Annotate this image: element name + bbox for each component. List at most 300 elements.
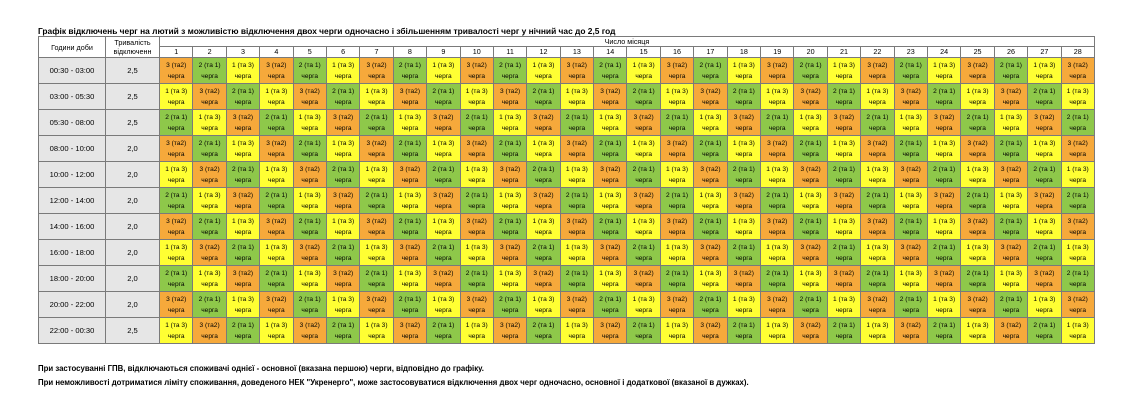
queue-label: 1 (та 3): [532, 217, 555, 225]
queue-cell: [326, 110, 359, 136]
queue-cell: [727, 292, 760, 318]
queue-label: 1 (та 3): [1033, 217, 1056, 225]
queue-label: 2 (та 1): [198, 295, 221, 303]
queue-label: 3 (та2): [333, 191, 354, 199]
queue-suffix: черга: [568, 72, 586, 80]
queue-label: 2 (та 1): [866, 113, 889, 121]
queue-cell: [660, 162, 693, 188]
queue-label: 2 (та 1): [1066, 269, 1089, 277]
time-slot: 03:00 - 05:30: [39, 84, 106, 110]
queue-cell: [393, 214, 426, 240]
queue-cell: [894, 58, 927, 84]
queue-suffix: черга: [501, 176, 519, 184]
day-header: 5: [293, 47, 326, 58]
queue-cell: [861, 188, 894, 214]
queue-cell: [694, 214, 727, 240]
queue-suffix: черга: [735, 98, 753, 106]
queue-suffix: черга: [702, 254, 719, 262]
schedule-row: [39, 292, 1095, 318]
queue-label: 3 (та2): [232, 269, 254, 277]
queue-suffix: черга: [301, 202, 319, 210]
queue-suffix: черга: [969, 72, 986, 80]
queue-suffix: черга: [869, 150, 886, 158]
queue-cell: [1061, 84, 1094, 110]
queue-label: 2 (та 1): [432, 87, 455, 95]
queue-suffix: черга: [334, 202, 352, 210]
queue-suffix: черга: [668, 332, 686, 340]
queue-suffix: черга: [702, 150, 719, 158]
queue-cell: [193, 188, 226, 214]
queue-suffix: черга: [201, 124, 218, 132]
queue-suffix: черга: [1002, 228, 1020, 236]
queue-label: 2 (та 1): [532, 321, 555, 329]
queue-label: 2 (та 1): [231, 87, 254, 95]
queue-label: 2 (та 1): [1033, 87, 1056, 95]
queue-label: 1 (та 3): [398, 191, 421, 199]
queue-cell: [827, 58, 860, 84]
queue-cell: [961, 188, 994, 214]
queue-suffix: черга: [802, 72, 819, 80]
queue-suffix: черга: [735, 124, 753, 132]
queue-suffix: черга: [969, 306, 986, 314]
queue-label: 2 (та 1): [332, 87, 355, 95]
queue-cell: [827, 84, 860, 110]
queue-cell: [927, 240, 960, 266]
queue-cell: [427, 240, 460, 266]
queue-suffix: черга: [334, 254, 352, 262]
queue-cell: [226, 266, 259, 292]
queue-label: 3 (та2): [633, 269, 654, 277]
queue-label: 1 (та 3): [866, 165, 889, 173]
queue-label: 2 (та 1): [933, 321, 956, 329]
queue-suffix: черга: [668, 254, 686, 262]
queue-label: 2 (та 1): [799, 217, 822, 225]
queue-suffix: черга: [902, 202, 920, 210]
queue-cell: [427, 136, 460, 162]
queue-cell: [160, 58, 193, 84]
queue-cell: [794, 162, 827, 188]
queue-suffix: черга: [1036, 332, 1053, 340]
queue-cell: [794, 188, 827, 214]
queue-label: 2 (та 1): [332, 243, 355, 251]
queue-cell: [994, 110, 1027, 136]
queue-label: 1 (та 3): [165, 321, 188, 329]
queue-cell: [393, 292, 426, 318]
queue-label: 2 (та 1): [332, 165, 355, 173]
queue-suffix: черга: [1036, 202, 1053, 210]
queue-suffix: черга: [468, 332, 486, 340]
queue-suffix: черга: [167, 124, 185, 132]
queue-cell: [761, 162, 794, 188]
queue-cell: [527, 292, 560, 318]
queue-cell: [293, 136, 326, 162]
queue-cell: [360, 162, 393, 188]
queue-suffix: черга: [501, 254, 519, 262]
queue-cell: [560, 214, 593, 240]
queue-label: 2 (та 1): [298, 61, 321, 69]
day-header: 9: [427, 47, 460, 58]
queue-cell: [761, 214, 794, 240]
queue-suffix: черга: [1002, 72, 1020, 80]
queue-suffix: черга: [902, 228, 920, 236]
queue-suffix: черга: [268, 228, 285, 236]
queue-label: 1 (та 3): [666, 165, 689, 173]
queue-suffix: черга: [1069, 150, 1087, 158]
queue-cell: [493, 84, 526, 110]
queue-cell: [594, 188, 627, 214]
queue-cell: [627, 84, 660, 110]
time-slot: 18:00 - 20:00: [39, 266, 106, 292]
queue-label: 3 (та2): [700, 243, 721, 251]
queue-cell: [927, 214, 960, 240]
queue-cell: [827, 162, 860, 188]
day-header: 24: [927, 47, 960, 58]
queue-cell: [493, 240, 526, 266]
queue-suffix: черга: [869, 176, 886, 184]
queue-cell: [193, 214, 226, 240]
time-slot: 16:00 - 18:00: [39, 240, 106, 266]
queue-suffix: черга: [268, 176, 285, 184]
queue-label: 3 (та2): [232, 191, 254, 199]
day-header: 16: [660, 47, 693, 58]
day-header: 22: [861, 47, 894, 58]
queue-cell: [460, 110, 493, 136]
queue-suffix: черга: [434, 202, 452, 210]
queue-cell: [460, 240, 493, 266]
queue-label: 1 (та 3): [565, 321, 588, 329]
queue-suffix: черга: [735, 150, 753, 158]
queue-suffix: черга: [601, 98, 619, 106]
queue-cell: [1028, 214, 1061, 240]
queue-suffix: черга: [902, 98, 920, 106]
queue-suffix: черга: [368, 98, 385, 106]
queue-label: 1 (та 3): [799, 113, 822, 121]
queue-suffix: черга: [802, 228, 819, 236]
queue-suffix: черга: [401, 306, 419, 314]
queue-label: 2 (та 1): [666, 269, 689, 277]
queue-label: 1 (та 3): [732, 61, 755, 69]
queue-cell: [393, 84, 426, 110]
queue-suffix: черга: [635, 306, 653, 314]
queue-label: 3 (та2): [466, 139, 487, 147]
queue-cell: [560, 266, 593, 292]
queue-suffix: черга: [735, 254, 753, 262]
queue-cell: [193, 240, 226, 266]
queue-cell: [827, 110, 860, 136]
queue-cell: [260, 292, 293, 318]
time-slot: 00:30 - 03:00: [39, 58, 106, 84]
queue-cell: [827, 188, 860, 214]
queue-cell: [694, 110, 727, 136]
queue-cell: [427, 292, 460, 318]
queue-label: 1 (та 3): [398, 113, 421, 121]
queue-cell: [794, 292, 827, 318]
queue-label: 2 (та 1): [766, 113, 789, 121]
queue-cell: [1061, 292, 1094, 318]
queue-cell: [827, 136, 860, 162]
queue-cell: [660, 58, 693, 84]
queue-label: 3 (та2): [934, 113, 955, 121]
queue-label: 2 (та 1): [265, 269, 288, 277]
queue-label: 1 (та 3): [966, 321, 989, 329]
queue-suffix: черга: [468, 176, 486, 184]
queue-suffix: черга: [635, 254, 653, 262]
queue-suffix: черга: [869, 332, 886, 340]
queue-suffix: черга: [869, 280, 886, 288]
queue-label: 2 (та 1): [165, 191, 188, 199]
queue-label: 3 (та2): [633, 113, 654, 121]
queue-suffix: черга: [835, 332, 853, 340]
queue-suffix: черга: [501, 228, 519, 236]
queue-suffix: черга: [167, 332, 185, 340]
queue-label: 1 (та 3): [933, 295, 956, 303]
queue-label: 3 (та2): [800, 165, 821, 173]
queue-cell: [293, 292, 326, 318]
queue-label: 1 (та 3): [231, 217, 254, 225]
queue-suffix: черга: [969, 280, 986, 288]
queue-suffix: черга: [735, 202, 753, 210]
queue-suffix: черга: [268, 72, 285, 80]
queue-suffix: черга: [201, 280, 218, 288]
queue-suffix: черга: [568, 280, 586, 288]
queue-suffix: черга: [434, 72, 452, 80]
day-header: 12: [527, 47, 560, 58]
queue-suffix: черга: [668, 72, 686, 80]
queue-label: 3 (та2): [767, 139, 788, 147]
queue-cell: [427, 58, 460, 84]
queue-suffix: черга: [434, 98, 452, 106]
day-header: 3: [226, 47, 259, 58]
queue-label: 1 (та 3): [465, 165, 488, 173]
queue-label: 3 (та2): [600, 243, 621, 251]
queue-label: 1 (та 3): [666, 243, 689, 251]
queue-cell: [627, 318, 660, 344]
queue-suffix: черга: [1036, 254, 1053, 262]
queue-cell: [994, 188, 1027, 214]
queue-cell: [160, 162, 193, 188]
queue-suffix: черга: [702, 228, 719, 236]
queue-cell: [761, 58, 794, 84]
queue-suffix: черга: [635, 228, 653, 236]
queue-cell: [393, 188, 426, 214]
queue-cell: [1028, 266, 1061, 292]
queue-suffix: черга: [902, 280, 920, 288]
queue-label: 1 (та 3): [933, 61, 956, 69]
queue-suffix: черга: [1069, 124, 1087, 132]
queue-label: 2 (та 1): [365, 269, 388, 277]
queue-suffix: черга: [1069, 176, 1087, 184]
queue-label: 2 (та 1): [699, 139, 722, 147]
queue-label: 2 (та 1): [432, 321, 455, 329]
queue-cell: [761, 240, 794, 266]
queue-cell: [260, 58, 293, 84]
queue-cell: [1061, 240, 1094, 266]
queue-suffix: черга: [468, 72, 486, 80]
queue-suffix: черга: [1069, 202, 1087, 210]
queue-suffix: черга: [434, 228, 452, 236]
queue-suffix: черга: [535, 254, 552, 262]
queue-cell: [360, 110, 393, 136]
queue-label: 1 (та 3): [766, 321, 789, 329]
queue-cell: [460, 136, 493, 162]
queue-label: 3 (та2): [1067, 295, 1088, 303]
queue-label: 3 (та2): [399, 87, 421, 95]
queue-label: 3 (та2): [566, 61, 587, 69]
queue-label: 1 (та 3): [265, 87, 288, 95]
queue-suffix: черга: [601, 124, 619, 132]
queue-cell: [226, 84, 259, 110]
queue-suffix: черга: [468, 228, 486, 236]
queue-suffix: черга: [401, 72, 419, 80]
queue-suffix: черга: [401, 150, 419, 158]
queue-label: 1 (та 3): [966, 243, 989, 251]
queue-cell: [627, 162, 660, 188]
queue-cell: [894, 162, 927, 188]
queue-cell: [1061, 188, 1094, 214]
queue-label: 3 (та2): [934, 269, 955, 277]
queue-suffix: черга: [935, 98, 953, 106]
queue-suffix: черга: [234, 332, 252, 340]
queue-label: 2 (та 1): [699, 217, 722, 225]
queue-cell: [293, 162, 326, 188]
queue-cell: [293, 214, 326, 240]
queue-suffix: черга: [1036, 228, 1053, 236]
queue-suffix: черга: [535, 98, 552, 106]
queue-label: 2 (та 1): [499, 61, 522, 69]
queue-label: 1 (та 3): [599, 113, 622, 121]
queue-suffix: черга: [601, 202, 619, 210]
queue-suffix: черга: [334, 124, 352, 132]
queue-label: 1 (та 3): [231, 295, 254, 303]
queue-suffix: черга: [368, 254, 385, 262]
queue-cell: [427, 110, 460, 136]
queue-cell: [326, 318, 359, 344]
queue-label: 2 (та 1): [599, 61, 622, 69]
queue-suffix: черга: [434, 124, 452, 132]
queue-suffix: черга: [969, 176, 986, 184]
queue-label: 3 (та2): [533, 191, 554, 199]
queue-cell: [493, 110, 526, 136]
queue-cell: [627, 292, 660, 318]
queue-suffix: черга: [702, 280, 719, 288]
schedule-row: [39, 84, 1095, 110]
queue-suffix: черга: [635, 332, 653, 340]
queue-label: 3 (та2): [1000, 87, 1022, 95]
queue-label: 1 (та 3): [1066, 243, 1089, 251]
queue-label: 2 (та 1): [1033, 321, 1056, 329]
queue-cell: [727, 84, 760, 110]
queue-suffix: черга: [802, 124, 819, 132]
queue-cell: [493, 136, 526, 162]
queue-suffix: черга: [969, 202, 986, 210]
queue-cell: [226, 292, 259, 318]
queue-suffix: черга: [501, 280, 519, 288]
queue-cell: [894, 214, 927, 240]
queue-suffix: черга: [1002, 202, 1020, 210]
queue-label: 3 (та2): [266, 295, 287, 303]
queue-label: 2 (та 1): [465, 113, 488, 121]
queue-cell: [527, 84, 560, 110]
queue-suffix: черга: [401, 254, 419, 262]
queue-suffix: черга: [935, 176, 953, 184]
queue-suffix: черга: [301, 98, 319, 106]
queue-suffix: черга: [468, 150, 486, 158]
queue-suffix: черга: [1002, 176, 1020, 184]
queue-suffix: черга: [1036, 72, 1053, 80]
queue-cell: [827, 292, 860, 318]
queue-suffix: черга: [702, 72, 719, 80]
queue-label: 2 (та 1): [265, 191, 288, 199]
queue-cell: [193, 318, 226, 344]
queue-suffix: черга: [802, 150, 819, 158]
page-title: Графік відключень черг на лютий з можливістю відключення двох черги одночасно і збільшенням тривалості черг у нічний час до 2,5 год: [38, 26, 616, 36]
queue-cell: [761, 266, 794, 292]
schedule-row: [39, 162, 1095, 188]
queue-label: 1 (та 3): [699, 191, 722, 199]
queue-suffix: черга: [535, 124, 552, 132]
queue-cell: [493, 266, 526, 292]
queue-label: 3 (та2): [299, 165, 320, 173]
queue-label: 1 (та 3): [699, 113, 722, 121]
queue-label: 2 (та 1): [499, 217, 522, 225]
queue-suffix: черга: [1002, 150, 1020, 158]
queue-label: 2 (та 1): [499, 139, 522, 147]
queue-label: 2 (та 1): [565, 191, 588, 199]
queue-label: 2 (та 1): [198, 139, 221, 147]
queue-suffix: черга: [201, 98, 218, 106]
queue-suffix: черга: [501, 98, 519, 106]
queue-label: 2 (та 1): [198, 217, 221, 225]
queue-cell: [827, 318, 860, 344]
queue-label: 1 (та 3): [231, 61, 254, 69]
queue-suffix: черга: [635, 280, 653, 288]
queue-cell: [560, 292, 593, 318]
queue-cell: [527, 110, 560, 136]
queue-label: 2 (та 1): [933, 165, 956, 173]
queue-suffix: черга: [201, 150, 218, 158]
queue-label: 3 (та2): [466, 217, 487, 225]
queue-suffix: черга: [601, 228, 619, 236]
queue-suffix: черга: [568, 202, 586, 210]
queue-cell: [627, 266, 660, 292]
queue-label: 2 (та 1): [966, 113, 989, 121]
queue-suffix: черга: [635, 98, 653, 106]
queue-label: 3 (та2): [500, 87, 521, 95]
queue-cell: [193, 110, 226, 136]
queue-suffix: черга: [434, 176, 452, 184]
queue-suffix: черга: [167, 176, 185, 184]
queue-cell: [660, 318, 693, 344]
queue-label: 2 (та 1): [532, 87, 555, 95]
queue-cell: [226, 188, 259, 214]
time-slot: 20:00 - 22:00: [39, 292, 106, 318]
queue-suffix: черга: [869, 124, 886, 132]
queue-suffix: черга: [268, 306, 285, 314]
queue-cell: [260, 110, 293, 136]
queue-label: 3 (та2): [533, 269, 554, 277]
queue-cell: [360, 188, 393, 214]
queue-suffix: черга: [601, 332, 619, 340]
queue-label: 3 (та2): [199, 87, 220, 95]
queue-label: 3 (та2): [333, 269, 354, 277]
queue-cell: [260, 162, 293, 188]
queue-cell: [827, 266, 860, 292]
queue-cell: [827, 240, 860, 266]
queue-label: 3 (та2): [833, 191, 855, 199]
queue-cell: [460, 58, 493, 84]
queue-suffix: черга: [535, 280, 552, 288]
queue-label: 2 (та 1): [766, 269, 789, 277]
